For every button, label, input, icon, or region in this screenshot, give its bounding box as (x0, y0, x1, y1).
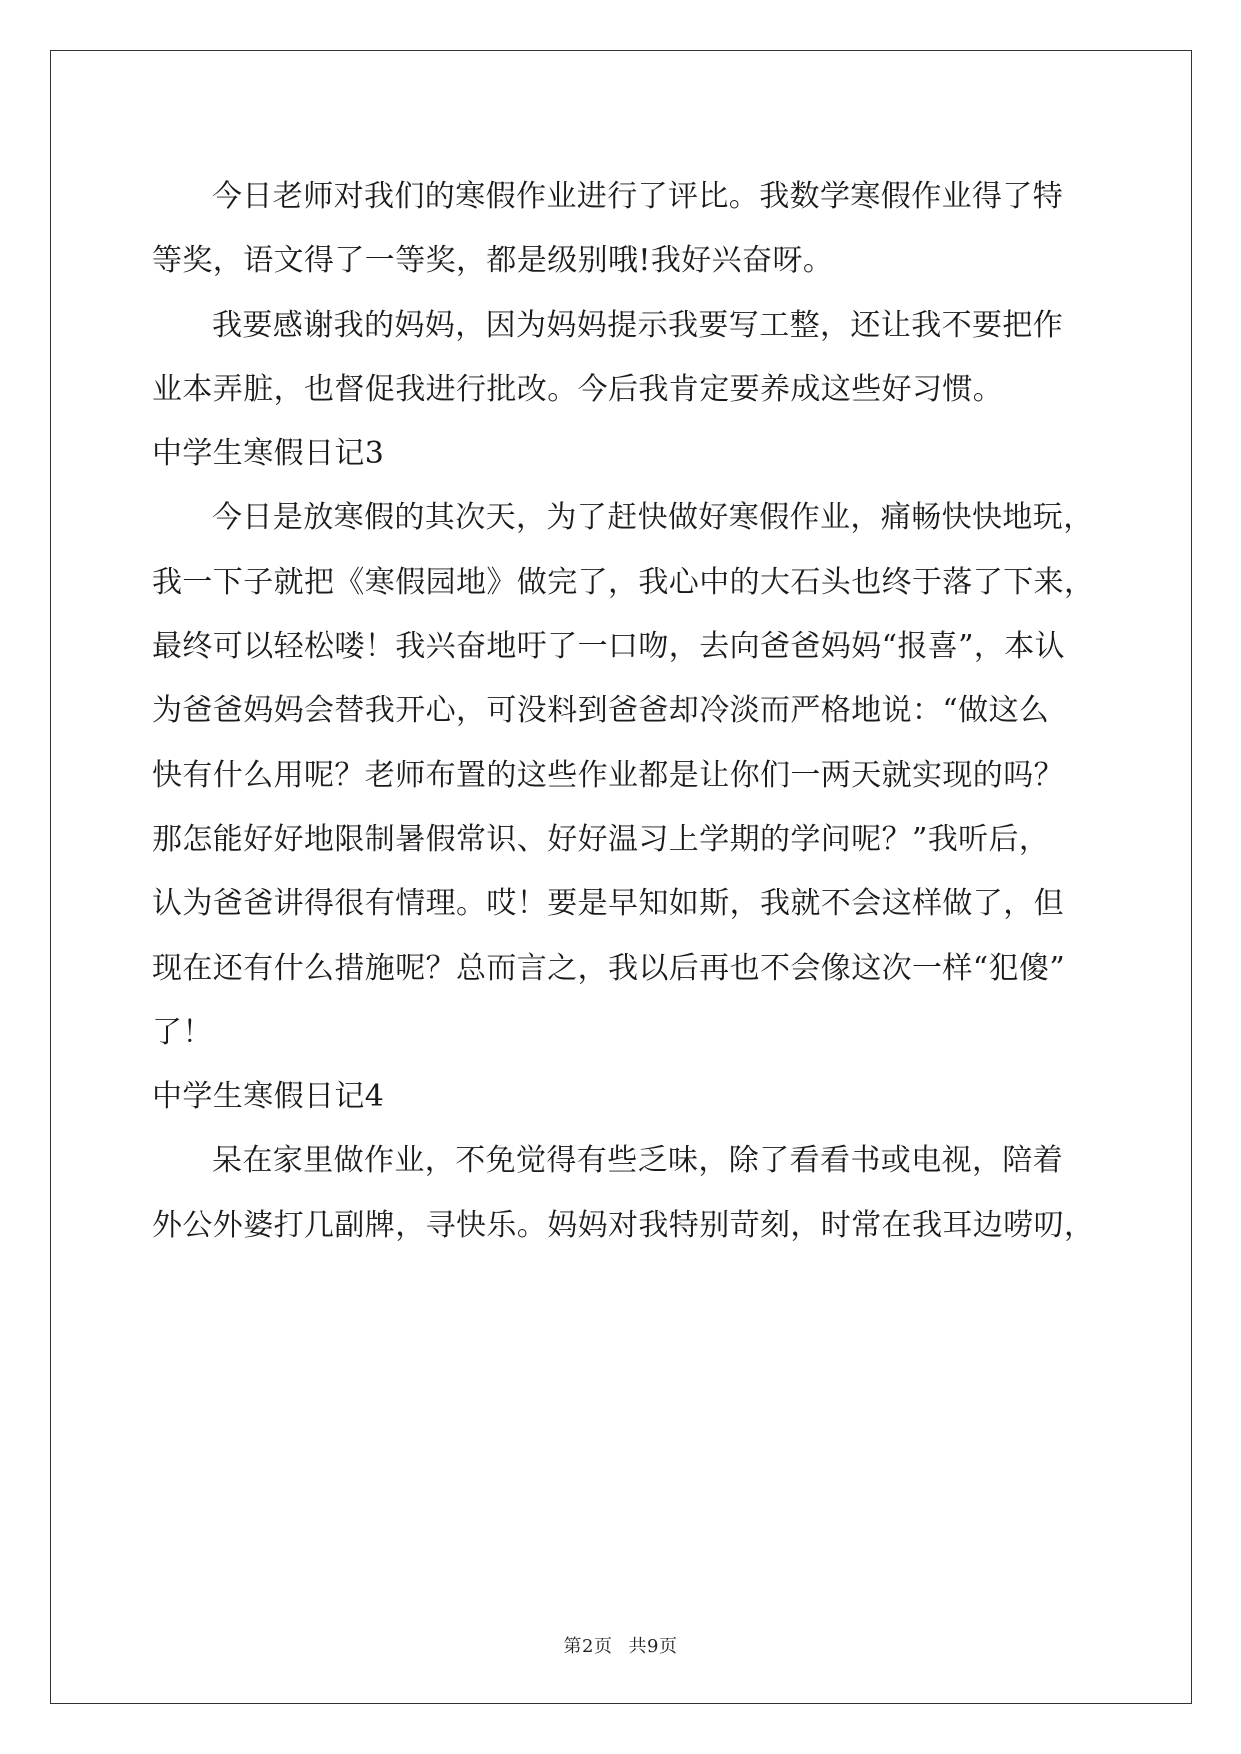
document-body (152, 165, 1095, 1258)
text-line: 等奖，语文得了一等奖，都是级别哦!我好兴奋呀。 (152, 243, 834, 279)
text-line: 今日老师对我们的寒假作业进行了评比。我数学寒假作业得了特 (212, 179, 1064, 214)
text-line: 现在还有什么措施呢？总而言之，我以后再也不会像这次一样“犯傻” (152, 950, 1066, 986)
text-line: 外公外婆打几副牌，寻快乐。妈妈对我特别苛刻，时常在我耳边唠叨， (152, 1207, 1095, 1243)
text-line: 今日是放寒假的其次天，为了赶快做好寒假作业，痛畅快快地玩， (212, 500, 1094, 536)
page-footer (0, 1632, 1241, 1658)
text-line: 了！ (152, 1014, 213, 1050)
section-heading: 中学生寒假日记3 (152, 436, 385, 472)
text-line: 最终可以轻松喽！我兴奋地吁了一口吻，去向爸爸妈妈“报喜”，本认 (152, 629, 1066, 665)
page-number: 第2页 (563, 1636, 613, 1657)
text-line: 呆在家里做作业，不免觉得有些乏味，除了看看书或电视，陪着 (212, 1143, 1064, 1179)
page-total: 共9页 (628, 1636, 678, 1657)
text-line: 那怎能好好地限制暑假常识、好好温习上学期的学问呢？”我听后， (152, 821, 1050, 857)
text-line: 认为爸爸讲得很有情理。哎！要是早知如斯，我就不会这样做了，但 (152, 886, 1064, 922)
text-line: 业本弄脏，也督促我进行批改。今后我肯定要养成这些好习惯。 (152, 371, 1004, 407)
text-line: 为爸爸妈妈会替我开心，可没料到爸爸却冷淡而严格地说：“做这么 (152, 693, 1050, 729)
text-line: 我要感谢我的妈妈，因为妈妈提示我要写工整，还让我不要把作 (212, 307, 1064, 343)
section-heading: 中学生寒假日记4 (152, 1079, 385, 1115)
text-line: 快有什么用呢？老师布置的这些作业都是让你们一两天就实现的吗？ (152, 757, 1064, 793)
text-line: 我一下子就把《寒假园地》做完了，我心中的大石头也终于落了下来， (152, 564, 1095, 600)
